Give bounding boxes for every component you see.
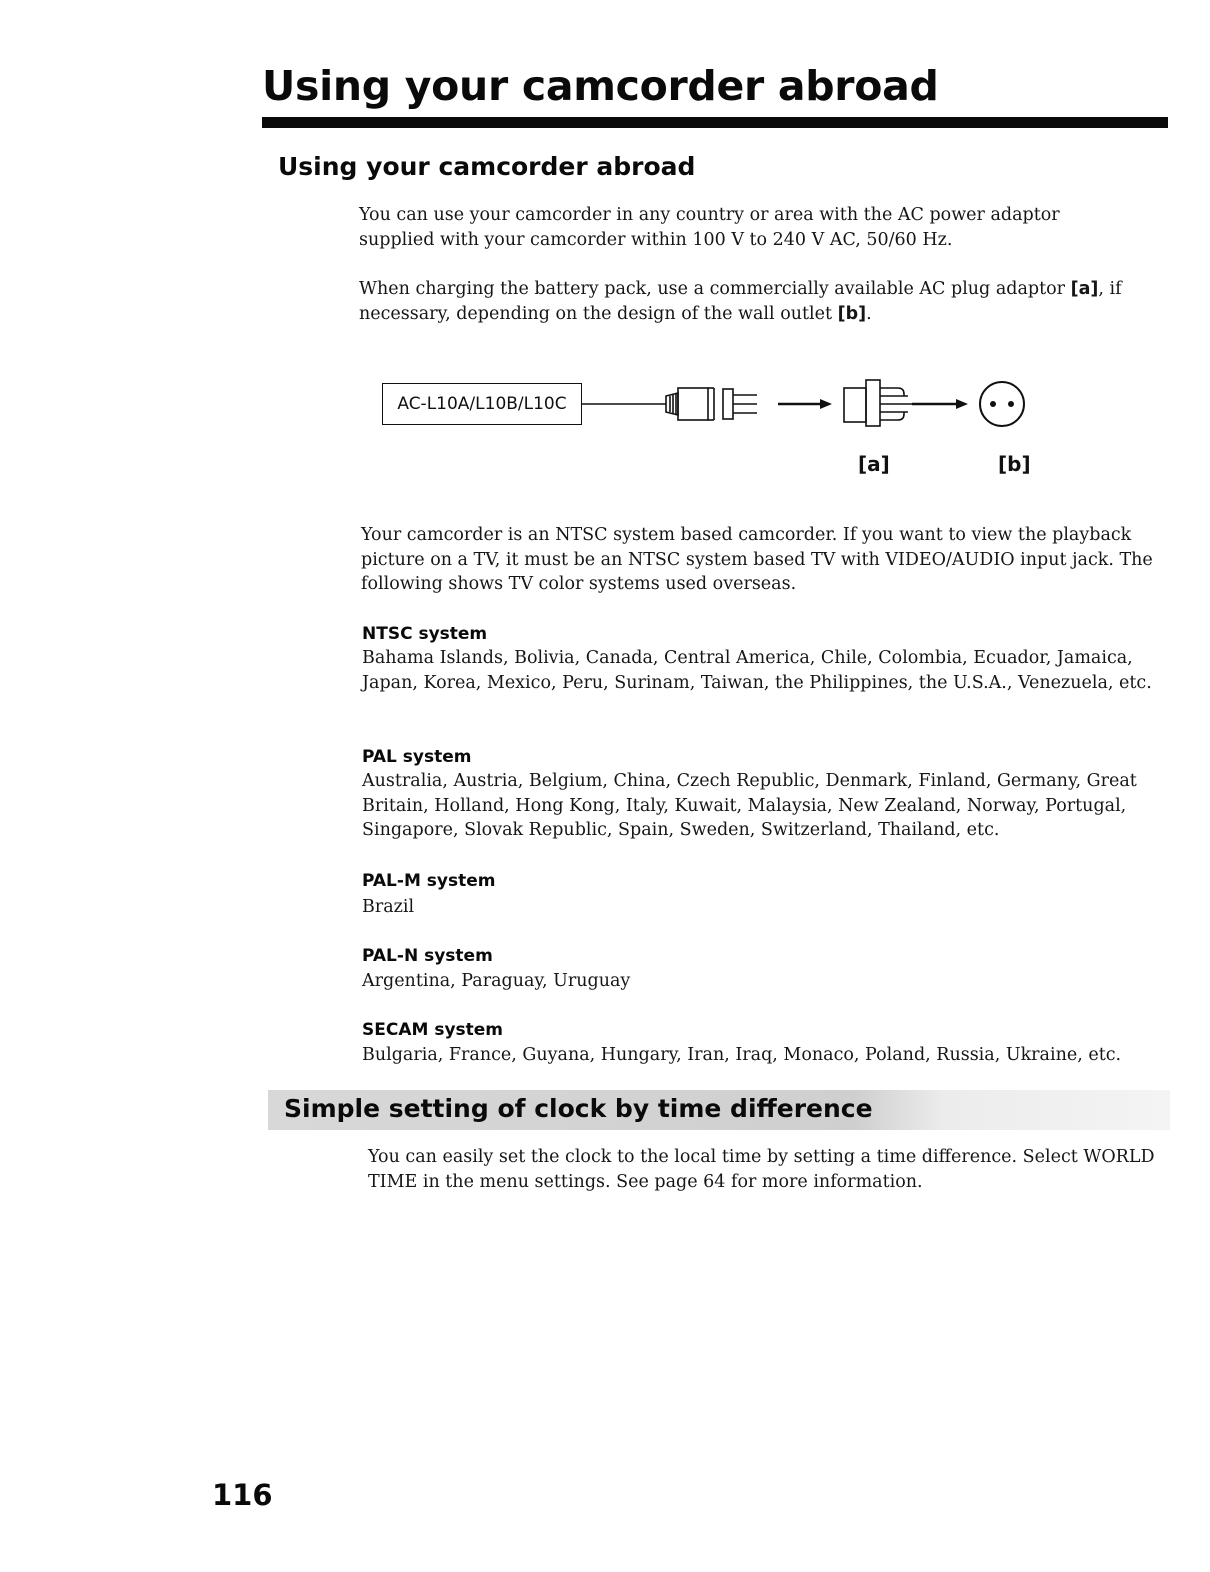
page-title: Using your camcorder abroad bbox=[262, 62, 939, 110]
clock-paragraph: You can easily set the clock to the local time by setting a time difference. Select WORLD TIME in the menu settings. See page 64 for more information. bbox=[368, 1147, 1155, 1192]
label-b: [b] bbox=[998, 452, 1031, 476]
ac-adaptor-box bbox=[382, 383, 582, 425]
arrow-icon bbox=[778, 399, 832, 409]
ref-b: [b] bbox=[837, 303, 867, 324]
system-heading: PAL-M system bbox=[362, 871, 496, 891]
system-heading: PAL system bbox=[362, 747, 472, 767]
system-countries: Australia, Austria, Belgium, China, Czech Republic, Denmark, Finland, Germany, Great Britain, Holland, Hong Kong, Italy, Kuwait, Malaysia, New Zealand, Norway, Portugal, Singapore, Slovak Republic, Spain, Sweden, Switzerland, Thailand, etc. bbox=[362, 771, 1137, 840]
page-number: 116 bbox=[212, 1478, 273, 1512]
adaptor-model-label: AC-L10A/L10B/L10C bbox=[397, 394, 567, 414]
plug-icon bbox=[666, 388, 757, 420]
system-heading: PAL-N system bbox=[362, 946, 493, 966]
system-heading: NTSC system bbox=[362, 624, 488, 644]
system-countries: Bulgaria, France, Guyana, Hungary, Iran, Iraq, Monaco, Poland, Russia, Ukraine, etc. bbox=[362, 1045, 1122, 1065]
system-countries: Bahama Islands, Bolivia, Canada, Central America, Chile, Colombia, Ecuador, Jamaica, Japan, Korea, Mexico, Peru, Surinam, Taiwan, the Philippines, the U.S.A., Venezuela, etc. bbox=[362, 648, 1152, 693]
intro-paragraph: You can use your camcorder in any country or area with the AC power adaptor supplied with your camcorder within 100 V to 240 V AC, 50/60 Hz. bbox=[359, 205, 1060, 250]
arrow-icon bbox=[912, 399, 968, 409]
section-title-clock: Simple setting of clock by time difference bbox=[284, 1094, 873, 1123]
title-rule bbox=[262, 117, 1168, 128]
system-countries: Brazil bbox=[362, 897, 415, 917]
plug-diagram bbox=[582, 368, 1042, 448]
ref-a: [a] bbox=[1070, 279, 1099, 299]
wall-outlet-icon bbox=[980, 382, 1024, 426]
ntsc-intro-paragraph: Your camcorder is an NTSC system based camcorder. If you want to view the playback picture on a TV, it must be an NTSC system based TV with VIDEO/AUDIO input jack. The following shows TV color systems used overseas. bbox=[361, 525, 1153, 594]
label-a: [a] bbox=[858, 452, 890, 476]
charging-paragraph: When charging the battery pack, use a commercially available AC plug adaptor [a], if necessary, depending on the design of the wall outlet [b]. bbox=[359, 279, 1122, 324]
section-title-abroad: Using your camcorder abroad bbox=[278, 152, 696, 181]
system-countries: Argentina, Paraguay, Uruguay bbox=[362, 971, 631, 991]
plug-adaptor-icon bbox=[844, 380, 912, 426]
system-heading: SECAM system bbox=[362, 1020, 504, 1040]
